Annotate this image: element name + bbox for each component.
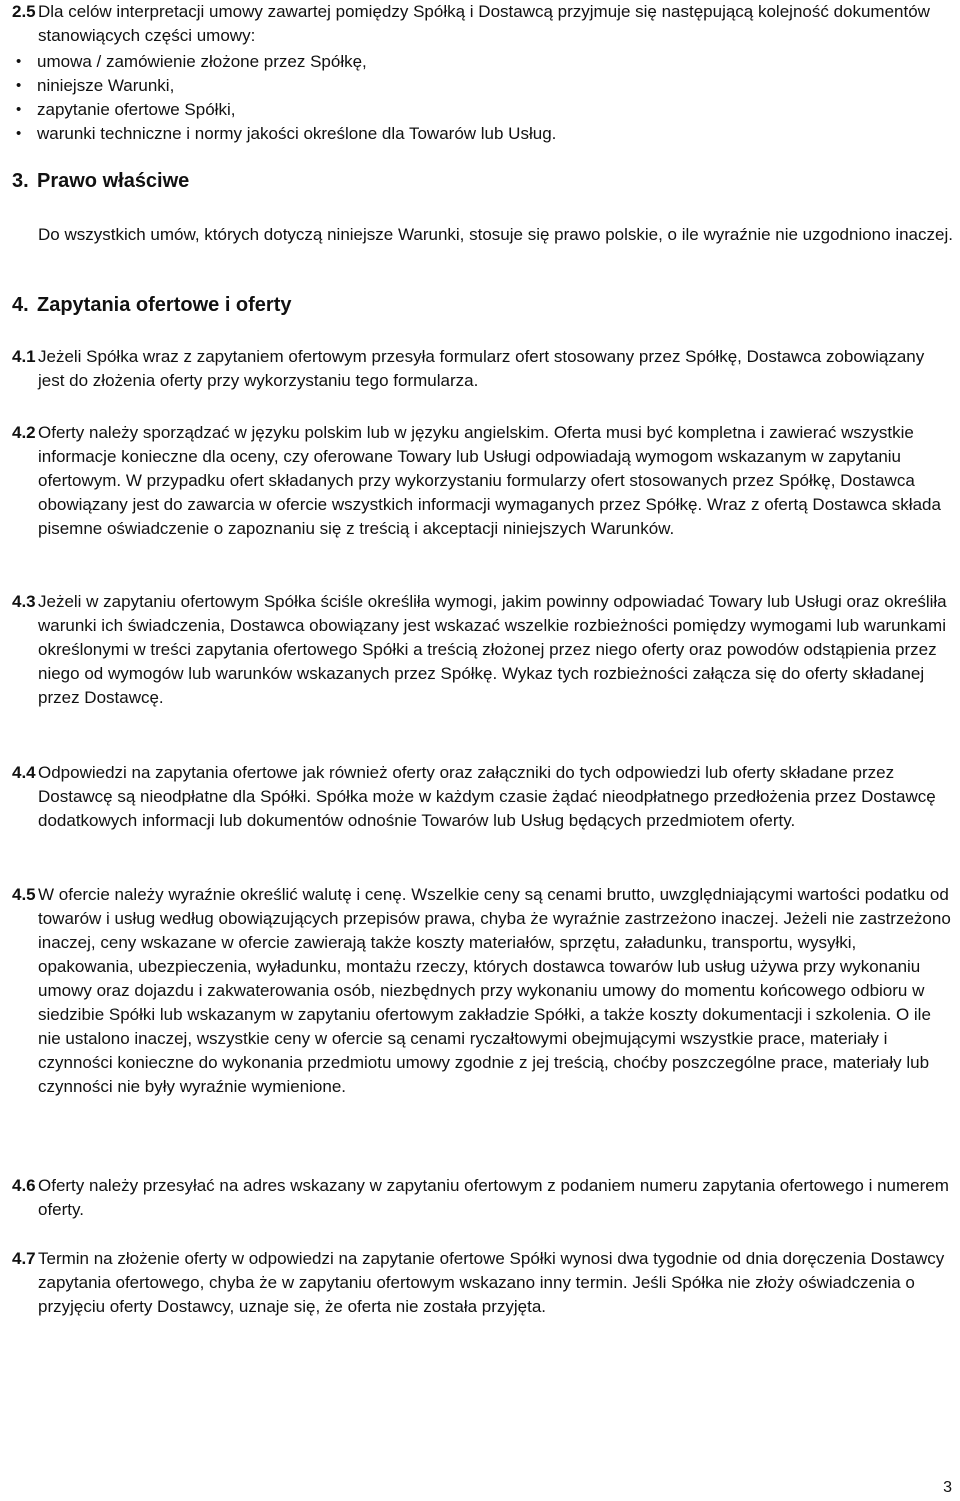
section-title: Prawo właściwe <box>37 170 190 192</box>
clause-text: W ofercie należy wyraźnie określić walutę i cenę. Wszelkie ceny są cenami brutto, uwzględniającymi wartości podatku od towarów i usług według obowiązujących przepisów prawa, chyba że wyraźnie zastrzeżono inaczej. Jeżeli nie zastrzeżono inaczej, ceny wskazane w ofercie zawierają także koszty materiałów, sprzętu, załadunku, transportu, wysyłki, opakowania, ubezpieczenia, wyładunku, montażu rzeczy, których dostawca towarów lub usług używa przy wykonaniu umowy oraz dojazdu i zakwaterowania osób, niezbędnych przy wykonaniu umowy do momentu końcowego odbioru w siedzibie Spółki lub wskazanym w zapytaniu ofertowym zakładzie Spółki, a także koszty dokumentacji i szkolenia. O ile nie ustalono inaczej, wszystkie ceny w ofercie są cenami ryczałtowymi obejmującymi wszystkie prace, materiały i czynności konieczne do wykonania przedmiotu umowy zgodnie z jej treścią, choćby poszczególne prace, materiały lub czynności nie były wyraźnie wymienione. <box>38 885 951 1096</box>
clause-number: 4.3 <box>12 592 36 611</box>
clause-number: 4.7 <box>12 1249 36 1268</box>
clause-number: 4.4 <box>12 763 36 782</box>
list-item: • umowa / zamówienie złożone przez Spółkę, <box>12 50 556 74</box>
section-heading-3 <box>12 168 189 194</box>
section-3-text: Do wszystkich umów, których dotyczą niniejsze Warunki, stosuje się prawo polskie, o ile wyraźnie nie uzgodniono inaczej. <box>38 225 953 244</box>
clause-4-4 <box>12 761 952 833</box>
clause-text: Odpowiedzi na zapytania ofertowe jak również oferty oraz załączniki do tych odpowiedzi lub oferty składane przez Dostawcę są nieodpłatne dla Spółki. Spółka może w każdym czasie żądać nieodpłatnego przedłożenia przez Dostawcę dodatkowych informacji lub dokumentów odnośnie Towarów lub Usług będących przedmiotem oferty. <box>38 763 936 830</box>
clause-text: Jeżeli w zapytaniu ofertowym Spółka ściśle określiła wymogi, jakim powinny odpowiadać Towary lub Usługi oraz określiła warunki ich świadczenia, Dostawca obowiązany jest wskazać wszelkie rozbieżności pomiędzy wymogami lub warunkami określonymi w treści zapytania ofertowego Spółki a treścią złożonej przez niego oferty oraz powodów odstąpienia przez niego od wymogów lub warunków wskazanych przez Spółkę. Wykaz tych rozbieżności załącza się do oferty składanej przez Dostawcę. <box>38 592 947 707</box>
clause-4-3 <box>12 590 952 710</box>
clause-text: Termin na złożenie oferty w odpowiedzi na zapytanie ofertowe Spółki wynosi dwa tygodnie od dnia doręczenia Dostawcy zapytania ofertowego, chyba że w zapytaniu ofertowym wskazano inny termin. Jeśli Spółka nie złoży oświadczenia o przyjęciu oferty Dostawcy, uznaje się, że oferta nie została przyjęta. <box>38 1249 945 1316</box>
clause-text: Dla celów interpretacji umowy zawartej pomiędzy Spółką i Dostawcą przyjmuje się następującą kolejność dokumentów stanowiących części umowy: <box>38 2 930 45</box>
clause-number: 4.5 <box>12 885 36 904</box>
list-item: • zapytanie ofertowe Spółki, <box>12 98 556 122</box>
clause-number: 4.2 <box>12 423 36 442</box>
clause-4-7 <box>12 1247 952 1319</box>
clause-2-5 <box>12 0 952 48</box>
clause-number: 4.1 <box>12 347 36 366</box>
page-number: 3 <box>943 1479 952 1496</box>
clause-text: Oferty należy przesyłać na adres wskazany w zapytaniu ofertowym z podaniem numeru zapytania ofertowego i numerem oferty. <box>38 1176 949 1219</box>
clause-number: 4.6 <box>12 1176 36 1195</box>
section-number: 3. <box>12 170 29 192</box>
bullet-icon: • <box>16 77 22 94</box>
section-number: 4. <box>12 294 29 316</box>
clause-4-5 <box>12 883 952 1099</box>
list-item: • warunki techniczne i normy jakości określone dla Towarów lub Usług. <box>12 122 556 146</box>
clause-number: 2.5 <box>12 2 36 21</box>
list-item: • niniejsze Warunki, <box>12 74 556 98</box>
clause-4-1 <box>12 345 952 393</box>
section-title: Zapytania ofertowe i oferty <box>37 294 292 316</box>
clause-text: Jeżeli Spółka wraz z zapytaniem ofertowym przesyła formularz ofert stosowany przez Spółkę, Dostawca zobowiązany jest do złożenia oferty przy wykorzystaniu tego formularza. <box>38 347 925 390</box>
clause-4-6 <box>12 1174 952 1222</box>
clause-text: Oferty należy sporządzać w języku polskim lub w języku angielskim. Oferta musi być kompletna i zawierać wszystkie informacje konieczne dla oceny, czy oferowane Towary lub Usługi odpowiadają wymogom wskazanym w zapytaniu ofertowym. W przypadku ofert składanych przy wykorzystaniu formularzy ofert stosowanych przez Spółkę, Dostawca obowiązany jest do zawarcia w ofercie wszystkich informacji wymaganych przez Spółkę. Wraz z ofertą Dostawca składa pisemne oświadczenie o zapoznaniu się z treścią i akceptacji niniejszych Warunków. <box>38 423 941 538</box>
bullet-icon: • <box>16 125 22 142</box>
section-heading-4 <box>12 292 292 318</box>
clause-4-2 <box>12 421 952 541</box>
document-order-list <box>12 50 556 146</box>
bullet-icon: • <box>16 101 22 118</box>
bullet-icon: • <box>16 53 22 70</box>
